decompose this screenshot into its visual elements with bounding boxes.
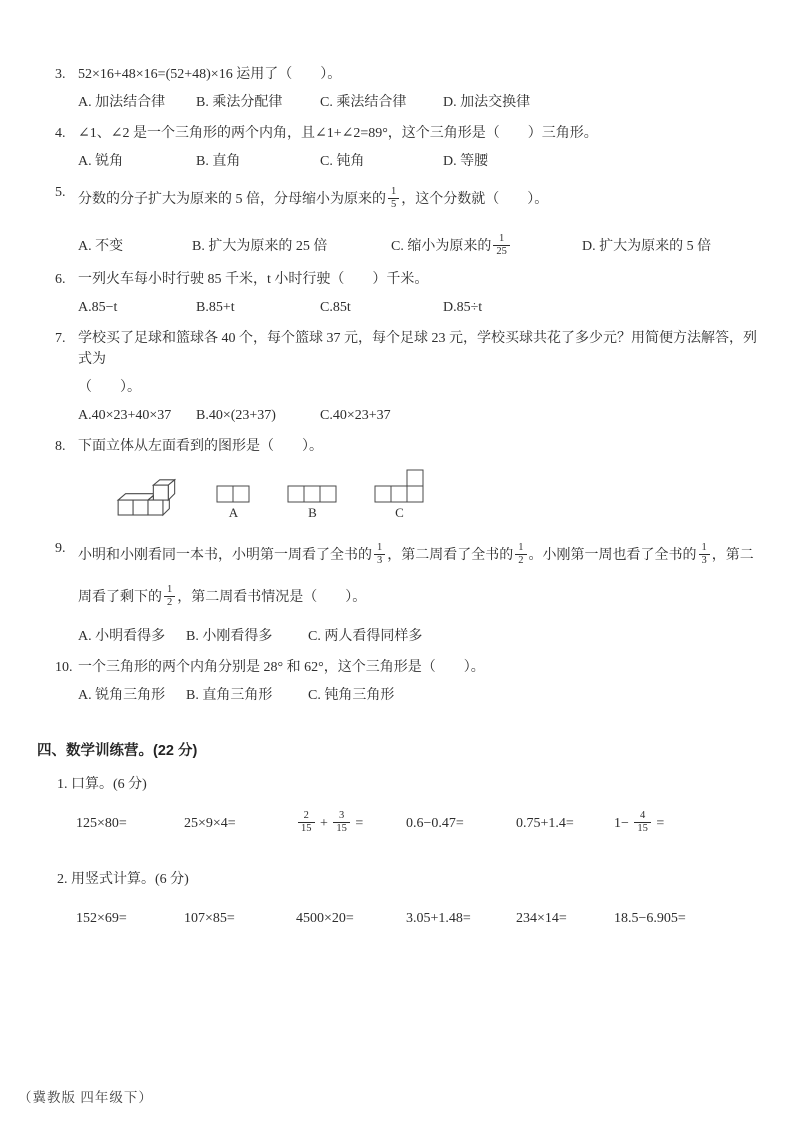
fraction: $\frac{3}{15}$ (333, 810, 350, 835)
question-text: 小明和小刚看同一本书，小明第一周看了全书的 $\frac{1}{3}$ ，第二周看了全书的 $\frac{1}{2}$ 。小刚第一周也看了全书的 $\frac{1}{3}$ ，第二 (78, 542, 754, 567)
question-text: ∠1、∠2 是一个三角形的两个内角，且∠1+∠2=89°，这个三角形是（ ）三角形。 (78, 126, 598, 141)
options-row (78, 685, 765, 706)
figure-label: C (395, 505, 404, 521)
option: C. 两人看得同样多 (308, 629, 423, 645)
question-5 (55, 182, 765, 259)
fraction: $\frac{1}{2}$ (164, 584, 175, 609)
oral-problem: 0.75+1.4= (516, 816, 574, 832)
question-number: 3. (55, 67, 66, 82)
section-four (37, 740, 765, 936)
options-row (78, 151, 765, 172)
option: A. 锐角三角形 (78, 688, 166, 704)
fraction: $\frac{1}{25}$ (493, 233, 510, 258)
options-row (78, 297, 765, 318)
choice-questions-list (55, 64, 765, 706)
question-number: 9. (55, 541, 66, 557)
question-text: （ ）。 (78, 380, 141, 396)
question-text: 周看了剩下的 $\frac{1}{2}$ ，第二周看书情况是（ ）。 (78, 584, 367, 609)
written-problem: 152×69= (76, 911, 127, 927)
question-text: 52×16+48×16=(52+48)×16 运用了（ ）。 (78, 67, 342, 82)
cubes-solid-figure (116, 478, 180, 520)
page-footer: （冀教版 四年级下） (18, 1090, 153, 1105)
fraction: $\frac{1}{2}$ (515, 542, 526, 567)
fraction: $\frac{1}{5}$ (388, 186, 399, 211)
option: C.40×23+37 (320, 408, 391, 424)
question-text: 一列火车每小时行驶 85 千米，t 小时行驶（ ）千米。 (78, 272, 429, 288)
fraction: $\frac{2}{15}$ (298, 810, 315, 835)
option: D.85÷t (443, 300, 483, 316)
option: D. 加法交换律 (443, 95, 531, 110)
option: B. 小刚看得多 (186, 629, 273, 645)
oral-problem: 0.6−0.47= (406, 816, 464, 832)
option: A. 不变 (78, 238, 124, 254)
written-problem: 3.05+1.48= (406, 911, 471, 927)
option: A.85−t (78, 300, 118, 316)
oral-calc-heading: 1. 口算。(6 分) (57, 777, 147, 793)
written-problem: 18.5−6.905= (614, 911, 686, 927)
options-row (78, 234, 765, 259)
question-text: 一个三角形的两个内角分别是 28° 和 62°，这个三角形是（ ）。 (78, 660, 485, 676)
question-3 (55, 64, 765, 113)
l-shape-squares-figure (374, 469, 425, 503)
written-problem: 107×85= (184, 911, 235, 927)
question-7 (55, 328, 765, 426)
question-4 (55, 123, 765, 172)
options-row (78, 626, 765, 647)
question-text: 学校买了足球和篮球各 40 个，每个篮球 37 元，每个足球 23 元，学校买球共花了多少元？用简便方法解答，列式为 (78, 331, 757, 368)
option: B. 直角 (196, 154, 241, 169)
question-number: 6. (55, 272, 66, 288)
options-row (78, 92, 765, 113)
written-calc-heading: 2. 用竖式计算。(6 分) (57, 872, 189, 888)
fraction: $\frac{1}{3}$ (699, 542, 710, 567)
question-number: 5. (55, 185, 66, 200)
question-number: 4. (55, 126, 66, 141)
written-problems-row (55, 902, 765, 936)
option: C. 钝角三角形 (308, 688, 395, 704)
option: C. 钝角 (320, 154, 365, 169)
three-squares-figure (287, 485, 338, 503)
oral-problem: 25×9×4= (184, 816, 236, 832)
option: B. 扩大为原来的 25 倍 (192, 238, 328, 254)
question-number: 7. (55, 331, 66, 347)
oral-problem: 1− $\frac{4}{15}$ = (614, 810, 665, 835)
question-8 (55, 436, 765, 528)
options-row (78, 405, 765, 426)
option: C. 乘法结合律 (320, 95, 407, 110)
section-title: 四、数学训练营。(22 分) (37, 743, 198, 760)
option: B.85+t (196, 300, 235, 316)
written-problem: 234×14= (516, 911, 567, 927)
question-text: 下面立体从左面看到的图形是（ ）。 (78, 439, 323, 455)
option: A. 小明看得多 (78, 629, 166, 645)
option: C.85t (320, 300, 351, 316)
option: A.40×23+40×37 (78, 408, 172, 424)
option: A. 锐角 (78, 154, 124, 169)
question8-figures (78, 469, 765, 520)
option: B. 乘法分配律 (196, 95, 283, 110)
two-squares-figure (216, 485, 251, 503)
option: B. 直角三角形 (186, 688, 273, 704)
written-problem: 4500×20= (296, 911, 354, 927)
oral-problem: $\frac{2}{15}$ + $\frac{3}{15}$ = (296, 807, 406, 841)
question-10 (55, 657, 765, 706)
question-6 (55, 269, 765, 318)
fraction: $\frac{1}{3}$ (374, 542, 385, 567)
option: A. 加法结合律 (78, 95, 166, 110)
view-option-figure-a (216, 485, 251, 520)
oral-problem: 125×80= (76, 816, 127, 832)
option: C. 缩小为原来的 $\frac{1}{25}$ (391, 234, 582, 259)
option: B.40×(23+37) (196, 408, 276, 424)
question-number: 10. (55, 660, 73, 676)
question-number: 8. (55, 439, 66, 455)
fraction: $\frac{4}{15}$ (634, 810, 651, 835)
option: D. 扩大为原来的 5 倍 (582, 238, 712, 254)
question-9 (55, 538, 765, 647)
view-option-figure-b (287, 485, 338, 520)
figure-label: A (228, 505, 239, 521)
view-option-figure-c (374, 469, 425, 520)
question-text: 分数的分子扩大为原来的 5 倍，分母缩小为原来的 $\frac{1}{5}$ ，这个分数就（ ）。 (78, 186, 549, 211)
oral-problems-row (55, 807, 765, 841)
option: D. 等腰 (443, 154, 489, 169)
figure-label: B (308, 505, 317, 521)
